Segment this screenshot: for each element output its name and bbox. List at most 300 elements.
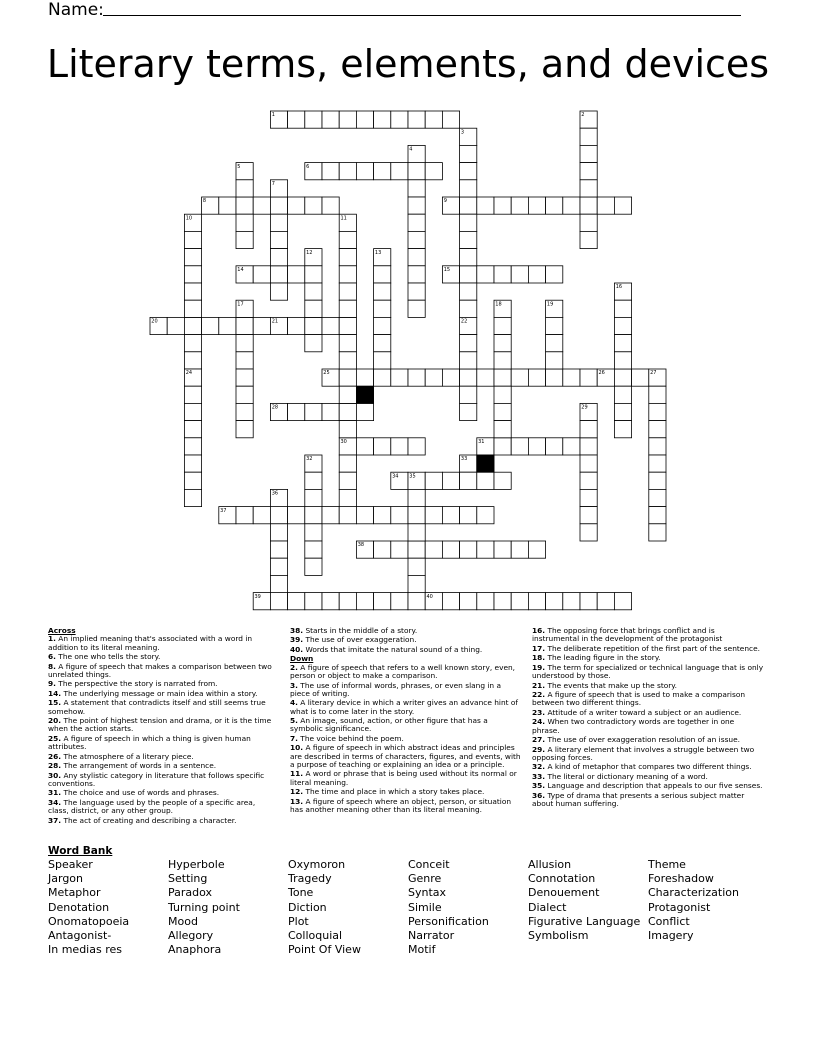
grid-cell[interactable] bbox=[374, 438, 391, 455]
grid-cell[interactable] bbox=[460, 593, 477, 610]
clue: 22. A figure of speech that is used to make a comparison between two different things. bbox=[532, 690, 746, 708]
grid-cell[interactable] bbox=[477, 541, 494, 558]
grid-cell[interactable] bbox=[580, 507, 597, 524]
grid-cell[interactable] bbox=[339, 472, 356, 489]
grid-cell[interactable] bbox=[339, 317, 356, 334]
grid-cell[interactable] bbox=[322, 507, 339, 524]
grid-cell[interactable] bbox=[305, 283, 322, 300]
grid-cell[interactable] bbox=[649, 455, 666, 472]
grid-cell[interactable] bbox=[391, 593, 408, 610]
grid-cell[interactable] bbox=[460, 145, 477, 162]
clue: 6. The one who tells the story. bbox=[48, 652, 161, 662]
grid-cell[interactable] bbox=[408, 197, 425, 214]
across-clue-list bbox=[48, 635, 278, 825]
word-bank-item: Simile bbox=[408, 900, 442, 914]
grid-cell[interactable] bbox=[460, 352, 477, 369]
grid-cell[interactable] bbox=[391, 438, 408, 455]
grid-cell[interactable] bbox=[408, 249, 425, 266]
clue: 16. The opposing force that brings conflict and is instrumental in the development of the protagonist bbox=[532, 626, 723, 644]
grid-cell[interactable] bbox=[580, 214, 597, 231]
grid-cell[interactable] bbox=[167, 317, 184, 334]
grid-cell[interactable] bbox=[425, 472, 442, 489]
grid-cell[interactable] bbox=[339, 386, 356, 403]
grid-cell[interactable] bbox=[219, 197, 236, 214]
grid-cell[interactable] bbox=[305, 317, 322, 334]
grid-cell[interactable] bbox=[236, 403, 253, 420]
grid-cell[interactable] bbox=[494, 472, 511, 489]
grid-cell[interactable] bbox=[494, 369, 511, 386]
grid-cell[interactable] bbox=[511, 541, 528, 558]
grid-cell[interactable] bbox=[339, 300, 356, 317]
grid-cell[interactable] bbox=[236, 352, 253, 369]
grid-cell[interactable] bbox=[391, 163, 408, 180]
grid-cell[interactable] bbox=[460, 214, 477, 231]
grid-cell[interactable] bbox=[528, 369, 545, 386]
grid-cell[interactable] bbox=[460, 163, 477, 180]
grid-cell[interactable] bbox=[580, 455, 597, 472]
grid-cell[interactable] bbox=[528, 266, 545, 283]
word-bank-item: Characterization bbox=[648, 886, 739, 900]
grid-cell[interactable] bbox=[528, 438, 545, 455]
grid-cell[interactable] bbox=[580, 438, 597, 455]
grid-cell[interactable] bbox=[184, 266, 201, 283]
grid-cell[interactable] bbox=[511, 369, 528, 386]
grid-cell[interactable] bbox=[649, 438, 666, 455]
grid-cell[interactable] bbox=[305, 335, 322, 352]
grid-cell[interactable] bbox=[442, 369, 459, 386]
grid-cell[interactable] bbox=[305, 593, 322, 610]
grid-cell[interactable] bbox=[305, 507, 322, 524]
grid-cell[interactable] bbox=[322, 593, 339, 610]
grid-cell[interactable] bbox=[408, 214, 425, 231]
grid-cell[interactable] bbox=[270, 593, 287, 610]
grid-cell[interactable] bbox=[374, 369, 391, 386]
grid-cell[interactable] bbox=[632, 369, 649, 386]
word-bank-item: Tragedy bbox=[288, 872, 332, 886]
grid-cell[interactable] bbox=[270, 558, 287, 575]
grid-cell[interactable] bbox=[356, 507, 373, 524]
grid-cell[interactable] bbox=[546, 593, 563, 610]
grid-cell[interactable] bbox=[253, 266, 270, 283]
grid-cell[interactable] bbox=[339, 335, 356, 352]
grid-cell[interactable] bbox=[356, 163, 373, 180]
grid-cell[interactable] bbox=[356, 403, 373, 420]
clue: 5. An image, sound, action, or other figure that has a symbolic significance. bbox=[290, 716, 488, 734]
clue-number: 13 bbox=[374, 249, 382, 256]
grid-cell[interactable] bbox=[580, 180, 597, 197]
grid-cell[interactable] bbox=[408, 266, 425, 283]
grid-cell[interactable] bbox=[236, 317, 253, 334]
grid-cell[interactable] bbox=[356, 111, 373, 128]
grid-cell[interactable] bbox=[236, 180, 253, 197]
grid-cell[interactable] bbox=[494, 438, 511, 455]
grid-cell[interactable] bbox=[425, 111, 442, 128]
grid-cell[interactable] bbox=[477, 369, 494, 386]
word-bank-item: Oxymoron bbox=[288, 858, 346, 871]
grid-cell[interactable] bbox=[580, 524, 597, 541]
grid-cell[interactable] bbox=[408, 111, 425, 128]
grid-cell[interactable] bbox=[305, 197, 322, 214]
grid-cell[interactable] bbox=[477, 507, 494, 524]
grid-cell[interactable] bbox=[270, 541, 287, 558]
grid-cell[interactable] bbox=[614, 197, 631, 214]
grid-cell[interactable] bbox=[305, 541, 322, 558]
clue: 26. The atmosphere of a literary piece. bbox=[48, 751, 194, 761]
grid-cell[interactable] bbox=[288, 111, 305, 128]
grid-cell[interactable] bbox=[614, 300, 631, 317]
grid-cell[interactable] bbox=[563, 369, 580, 386]
word-bank-item: Diction bbox=[288, 900, 327, 914]
grid-cell[interactable] bbox=[184, 352, 201, 369]
grid-cell[interactable] bbox=[339, 283, 356, 300]
grid-cell[interactable] bbox=[649, 403, 666, 420]
grid-cell[interactable] bbox=[408, 438, 425, 455]
grid-cell[interactable] bbox=[477, 266, 494, 283]
grid-cell[interactable] bbox=[580, 421, 597, 438]
grid-cell[interactable] bbox=[374, 300, 391, 317]
grid-cell[interactable] bbox=[236, 507, 253, 524]
grid-cell[interactable] bbox=[494, 386, 511, 403]
grid-cell[interactable] bbox=[511, 438, 528, 455]
grid-cell[interactable] bbox=[546, 266, 563, 283]
grid-cell[interactable] bbox=[649, 421, 666, 438]
grid-cell[interactable] bbox=[184, 231, 201, 248]
grid-cell[interactable] bbox=[597, 197, 614, 214]
grid-cell[interactable] bbox=[477, 593, 494, 610]
clue: 33. The literal or dictionary meaning of a word. bbox=[532, 771, 708, 781]
grid-cell[interactable] bbox=[597, 593, 614, 610]
grid-cell[interactable] bbox=[391, 507, 408, 524]
grid-cell[interactable] bbox=[442, 111, 459, 128]
word-bank-item: Tone bbox=[288, 886, 314, 900]
clue: 35. Language and description that appeals to our five senses. bbox=[532, 781, 763, 791]
grid-cell[interactable] bbox=[614, 593, 631, 610]
grid-cell[interactable] bbox=[270, 197, 287, 214]
grid-cell[interactable] bbox=[374, 317, 391, 334]
clue: 32. A kind of metaphor that compares two different things. bbox=[532, 762, 752, 772]
grid-cell[interactable] bbox=[425, 541, 442, 558]
grid-cell[interactable] bbox=[546, 369, 563, 386]
grid-cell[interactable] bbox=[184, 386, 201, 403]
grid-cell[interactable] bbox=[270, 214, 287, 231]
word-bank-column bbox=[288, 858, 361, 957]
grid-cell[interactable] bbox=[649, 507, 666, 524]
grid-cell[interactable] bbox=[322, 163, 339, 180]
grid-cell[interactable] bbox=[270, 524, 287, 541]
grid-cell[interactable] bbox=[288, 197, 305, 214]
word-bank-column bbox=[48, 858, 129, 957]
grid-cell[interactable] bbox=[184, 300, 201, 317]
grid-cell[interactable] bbox=[649, 524, 666, 541]
grid-cell[interactable] bbox=[339, 163, 356, 180]
grid-cell[interactable] bbox=[356, 438, 373, 455]
grid-cell[interactable] bbox=[511, 266, 528, 283]
grid-cell[interactable] bbox=[460, 300, 477, 317]
grid-cell[interactable] bbox=[563, 438, 580, 455]
grid-cell[interactable] bbox=[614, 335, 631, 352]
grid-cell[interactable] bbox=[425, 163, 442, 180]
grid-cell[interactable] bbox=[408, 541, 425, 558]
clues-column-3 bbox=[532, 627, 764, 810]
clue: 21. The events that make up the story. bbox=[532, 680, 677, 690]
grid-cell[interactable] bbox=[460, 249, 477, 266]
grid-cell[interactable] bbox=[219, 317, 236, 334]
grid-cell[interactable] bbox=[288, 317, 305, 334]
grid-cell[interactable] bbox=[408, 180, 425, 197]
grid-cell[interactable] bbox=[184, 438, 201, 455]
word-bank-item: Conflict bbox=[648, 914, 690, 928]
grid-cell[interactable] bbox=[460, 197, 477, 214]
grid-cell[interactable] bbox=[494, 197, 511, 214]
grid-cell[interactable] bbox=[494, 403, 511, 420]
word-bank-item: Anaphora bbox=[168, 943, 222, 957]
grid-cell[interactable] bbox=[580, 593, 597, 610]
grid-cell[interactable] bbox=[546, 197, 563, 214]
grid-cell[interactable] bbox=[563, 197, 580, 214]
grid-cell[interactable] bbox=[494, 541, 511, 558]
grid-cell[interactable] bbox=[374, 163, 391, 180]
grid-cell[interactable] bbox=[236, 231, 253, 248]
grid-cell[interactable] bbox=[270, 249, 287, 266]
grid-cell[interactable] bbox=[580, 197, 597, 214]
grid-cell[interactable] bbox=[408, 231, 425, 248]
grid-cell[interactable] bbox=[253, 507, 270, 524]
grid-cell[interactable] bbox=[184, 317, 201, 334]
grid-cell[interactable] bbox=[477, 472, 494, 489]
grid-cell[interactable] bbox=[546, 317, 563, 334]
grid-cell[interactable] bbox=[477, 197, 494, 214]
grid-cell[interactable] bbox=[202, 317, 219, 334]
grid-cell[interactable] bbox=[253, 197, 270, 214]
grid-cell[interactable] bbox=[305, 300, 322, 317]
grid-cell[interactable] bbox=[408, 524, 425, 541]
grid-cell[interactable] bbox=[184, 421, 201, 438]
grid-cell[interactable] bbox=[374, 352, 391, 369]
grid-cell[interactable] bbox=[184, 472, 201, 489]
grid-cell[interactable] bbox=[184, 455, 201, 472]
clue: 30. Any stylistic category in literature that follows specific conventions. bbox=[48, 770, 265, 788]
grid-cell[interactable] bbox=[460, 231, 477, 248]
grid-cell[interactable] bbox=[408, 575, 425, 592]
grid-cell[interactable] bbox=[580, 145, 597, 162]
grid-cell[interactable] bbox=[494, 352, 511, 369]
grid-cell[interactable] bbox=[649, 489, 666, 506]
grid-cell[interactable] bbox=[322, 403, 339, 420]
grid-cell[interactable] bbox=[460, 283, 477, 300]
grid-cell[interactable] bbox=[270, 231, 287, 248]
grid-cell[interactable] bbox=[305, 111, 322, 128]
grid-cell[interactable] bbox=[305, 524, 322, 541]
word-bank-item: Dialect bbox=[528, 900, 567, 914]
grid-cell[interactable] bbox=[322, 111, 339, 128]
grid-cell[interactable] bbox=[339, 352, 356, 369]
grid-cell[interactable] bbox=[511, 593, 528, 610]
grid-cell[interactable] bbox=[339, 231, 356, 248]
clue: 23. Attitude of a writer toward a subject or an audience. bbox=[532, 707, 742, 717]
grid-cell[interactable] bbox=[339, 593, 356, 610]
clue-number: 18 bbox=[495, 301, 502, 308]
clue-number: 5 bbox=[237, 163, 241, 170]
word-bank-item: Point Of View bbox=[288, 943, 361, 957]
grid-cell[interactable] bbox=[460, 335, 477, 352]
grid-cell[interactable] bbox=[184, 403, 201, 420]
grid-cell[interactable] bbox=[614, 369, 631, 386]
grid-cell[interactable] bbox=[649, 472, 666, 489]
grid-cell[interactable] bbox=[391, 111, 408, 128]
grid-cell[interactable] bbox=[494, 266, 511, 283]
grid-cell[interactable] bbox=[339, 489, 356, 506]
word-bank-item: Personification bbox=[408, 914, 489, 928]
grid-cell[interactable] bbox=[339, 266, 356, 283]
grid-cell[interactable] bbox=[339, 369, 356, 386]
grid-cell[interactable] bbox=[236, 335, 253, 352]
clue-number: 3 bbox=[460, 129, 465, 136]
grid-cell[interactable] bbox=[270, 575, 287, 592]
grid-cell[interactable] bbox=[614, 317, 631, 334]
grid-cell[interactable] bbox=[649, 386, 666, 403]
grid-cell[interactable] bbox=[580, 472, 597, 489]
grid-cell[interactable] bbox=[356, 369, 373, 386]
grid-cell[interactable] bbox=[374, 541, 391, 558]
clue-number: 21 bbox=[271, 318, 279, 325]
grid-cell[interactable] bbox=[408, 300, 425, 317]
clue: 8. A figure of speech that makes a comparison between two unrelated things. bbox=[48, 661, 272, 679]
grid-cell[interactable] bbox=[288, 403, 305, 420]
grid-cell[interactable] bbox=[236, 386, 253, 403]
word-bank-item: Metaphor bbox=[48, 886, 101, 900]
grid-cell[interactable] bbox=[322, 317, 339, 334]
grid-cell[interactable] bbox=[460, 266, 477, 283]
grid-cell[interactable] bbox=[546, 438, 563, 455]
clue: 31. The choice and use of words and phrases. bbox=[48, 788, 220, 798]
grid-cell[interactable] bbox=[288, 507, 305, 524]
grid-cell[interactable] bbox=[408, 369, 425, 386]
grid-cell[interactable] bbox=[270, 507, 287, 524]
grid-cell[interactable] bbox=[580, 128, 597, 145]
grid-cell[interactable] bbox=[494, 317, 511, 334]
grid-cell[interactable] bbox=[374, 283, 391, 300]
word-bank-item: Mood bbox=[168, 914, 198, 928]
grid-cell[interactable] bbox=[374, 266, 391, 283]
grid-cell[interactable] bbox=[528, 593, 545, 610]
black-cell bbox=[477, 455, 494, 472]
word-bank-item: In medias res bbox=[48, 943, 122, 957]
grid-cell[interactable] bbox=[253, 317, 270, 334]
grid-cell[interactable] bbox=[408, 507, 425, 524]
grid-cell[interactable] bbox=[288, 593, 305, 610]
grid-cell[interactable] bbox=[408, 558, 425, 575]
grid-cell[interactable] bbox=[391, 369, 408, 386]
grid-cell[interactable] bbox=[339, 455, 356, 472]
grid-cell[interactable] bbox=[339, 421, 356, 438]
grid-cell[interactable] bbox=[460, 472, 477, 489]
grid-cell[interactable] bbox=[546, 352, 563, 369]
grid-cell[interactable] bbox=[374, 335, 391, 352]
word-bank-item: Symbolism bbox=[528, 929, 589, 943]
word-bank-item: Setting bbox=[168, 872, 208, 886]
grid-cell[interactable] bbox=[580, 489, 597, 506]
grid-cell[interactable] bbox=[356, 593, 373, 610]
grid-cell[interactable] bbox=[460, 386, 477, 403]
grid-cell[interactable] bbox=[408, 163, 425, 180]
clue: 7. The voice behind the poem. bbox=[290, 733, 404, 743]
grid-cell[interactable] bbox=[270, 266, 287, 283]
grid-cell[interactable] bbox=[563, 593, 580, 610]
grid-cell[interactable] bbox=[614, 386, 631, 403]
grid-cell[interactable] bbox=[339, 403, 356, 420]
grid-cell[interactable] bbox=[494, 421, 511, 438]
grid-cell[interactable] bbox=[305, 266, 322, 283]
grid-cell[interactable] bbox=[460, 541, 477, 558]
grid-cell[interactable] bbox=[339, 249, 356, 266]
word-bank-item: Hyperbole bbox=[168, 858, 225, 871]
grid-cell[interactable] bbox=[236, 369, 253, 386]
grid-cell[interactable] bbox=[305, 403, 322, 420]
grid-cell[interactable] bbox=[460, 507, 477, 524]
grid-cell[interactable] bbox=[236, 214, 253, 231]
grid-cell[interactable] bbox=[614, 421, 631, 438]
grid-cell[interactable] bbox=[270, 283, 287, 300]
grid-cell[interactable] bbox=[494, 335, 511, 352]
grid-cell[interactable] bbox=[236, 421, 253, 438]
grid-cell[interactable] bbox=[580, 163, 597, 180]
grid-cell[interactable] bbox=[288, 266, 305, 283]
grid-cell[interactable] bbox=[528, 197, 545, 214]
grid-cell[interactable] bbox=[184, 489, 201, 506]
grid-cell[interactable] bbox=[408, 489, 425, 506]
grid-cell[interactable] bbox=[442, 593, 459, 610]
grid-cell[interactable] bbox=[494, 593, 511, 610]
grid-cell[interactable] bbox=[322, 197, 339, 214]
grid-cell[interactable] bbox=[460, 369, 477, 386]
grid-cell[interactable] bbox=[184, 249, 201, 266]
grid-cell[interactable] bbox=[374, 507, 391, 524]
grid-cell[interactable] bbox=[614, 403, 631, 420]
grid-cell[interactable] bbox=[546, 335, 563, 352]
word-bank-column bbox=[168, 858, 240, 957]
word-bank-item: Syntax bbox=[408, 886, 447, 900]
grid-cell[interactable] bbox=[305, 558, 322, 575]
grid-cell[interactable] bbox=[374, 111, 391, 128]
grid-cell[interactable] bbox=[305, 472, 322, 489]
grid-cell[interactable] bbox=[374, 593, 391, 610]
grid-cell[interactable] bbox=[236, 197, 253, 214]
grid-cell[interactable] bbox=[408, 283, 425, 300]
grid-cell[interactable] bbox=[460, 180, 477, 197]
word-bank-item: Allegory bbox=[168, 929, 214, 943]
grid-cell[interactable] bbox=[580, 369, 597, 386]
grid-cell[interactable] bbox=[339, 507, 356, 524]
grid-cell[interactable] bbox=[184, 283, 201, 300]
grid-cell[interactable] bbox=[425, 369, 442, 386]
grid-cell[interactable] bbox=[442, 541, 459, 558]
grid-cell[interactable] bbox=[391, 541, 408, 558]
grid-cell[interactable] bbox=[442, 472, 459, 489]
grid-cell[interactable] bbox=[442, 507, 459, 524]
grid-cell[interactable] bbox=[614, 352, 631, 369]
word-bank-title: Word Bank bbox=[48, 845, 113, 857]
clue: 17. The deliberate repetition of the first part of the sentence. bbox=[532, 643, 760, 653]
grid-cell[interactable] bbox=[408, 593, 425, 610]
grid-cell[interactable] bbox=[460, 403, 477, 420]
grid-cell[interactable] bbox=[425, 507, 442, 524]
grid-cell[interactable] bbox=[339, 111, 356, 128]
grid-cell[interactable] bbox=[305, 489, 322, 506]
grid-cell[interactable] bbox=[184, 335, 201, 352]
grid-cell[interactable] bbox=[528, 541, 545, 558]
grid-cell[interactable] bbox=[511, 197, 528, 214]
grid-cell[interactable] bbox=[580, 231, 597, 248]
